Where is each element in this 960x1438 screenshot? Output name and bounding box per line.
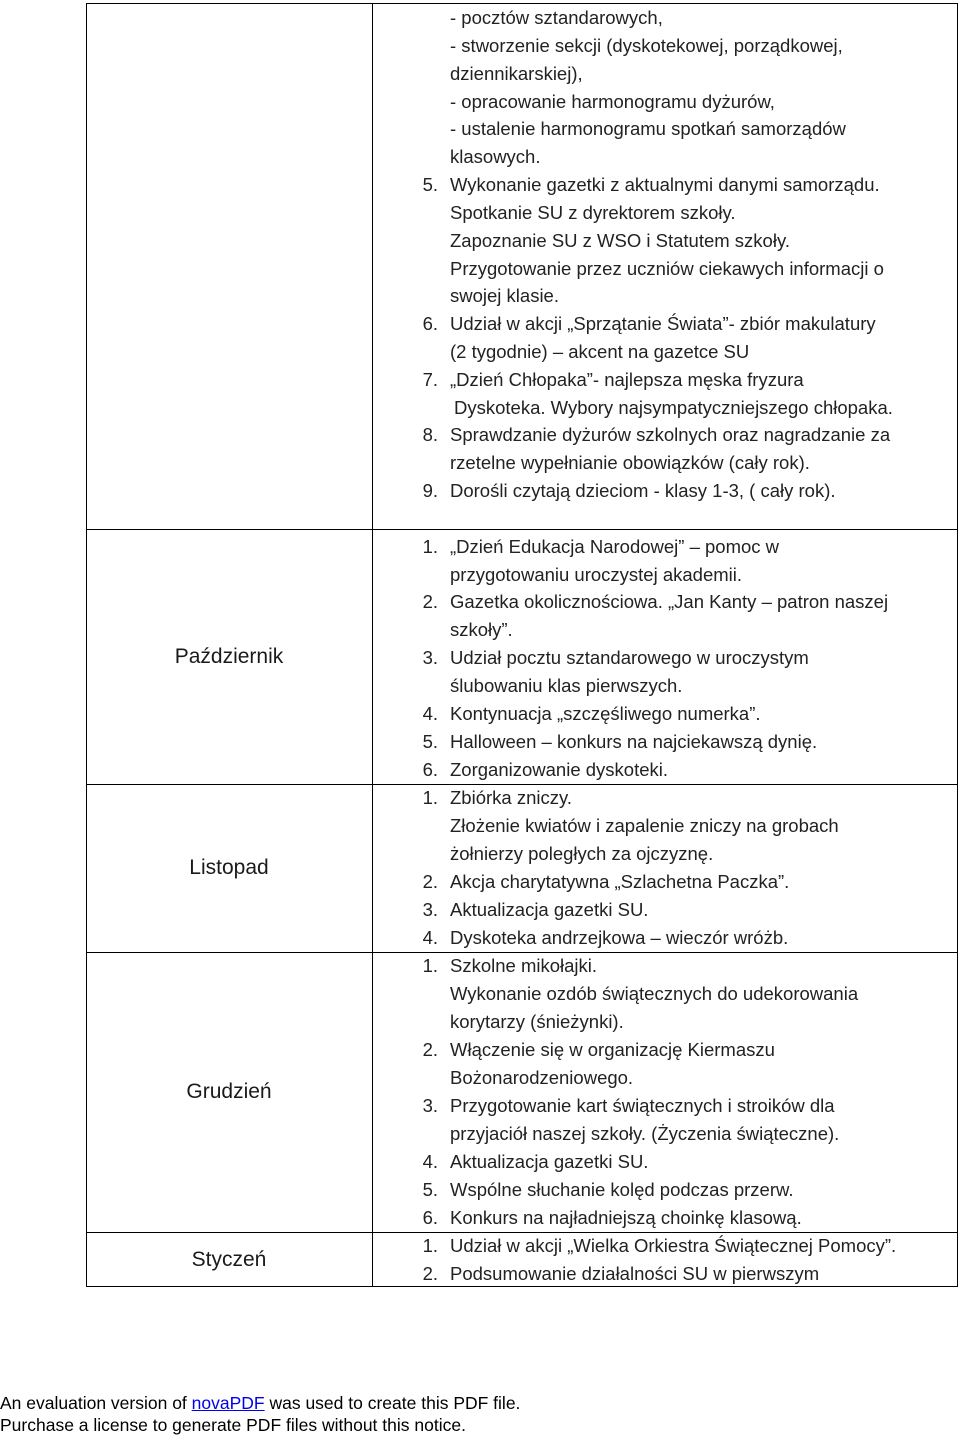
activity-text: Konkurs na najładniejszą choinkę klasową. [450, 1207, 802, 1228]
activity-text: (2 tygodnie) – akcent na gazetce SU [450, 341, 750, 362]
activity-text: dziennikarskiej), [450, 63, 583, 84]
activity-number: 5. [422, 174, 438, 195]
activity-number: 4. [422, 703, 438, 724]
activity-text: Spotkanie SU z dyrektorem szkoły. [450, 202, 736, 223]
activity-number: 3. [422, 1095, 438, 1116]
activity-text: - ustalenie harmonogramu spotkań samorządów [450, 118, 846, 139]
activity-text: szkoły”. [450, 619, 513, 640]
evaluation-notice-prefix: An evaluation version of [0, 1393, 192, 1413]
activity-text: Akcja charytatywna „Szlachetna Paczka”. [450, 871, 790, 892]
activity-number: 7. [422, 369, 438, 390]
activity-text: Dorośli czytają dzieciom - klasy 1-3, ( cały rok). [450, 480, 836, 501]
activity-text: klasowych. [450, 146, 541, 167]
activity-number: 5. [422, 1179, 438, 1200]
row-divider-october-november [86, 784, 958, 785]
table-bottom-border [86, 1286, 958, 1287]
activity-text: przygotowaniu uroczystej akademii. [450, 564, 743, 585]
activity-number: 6. [422, 1207, 438, 1228]
row-divider-november-december [86, 952, 958, 953]
activity-text: Aktualizacja gazetki SU. [450, 899, 649, 920]
activity-number: 1. [422, 787, 438, 808]
activity-text: Bożonarodzeniowego. [450, 1067, 634, 1088]
activity-number: 3. [422, 899, 438, 920]
activity-text: Przygotowanie przez uczniów ciekawych informacji o [450, 258, 884, 279]
activity-text: Podsumowanie działalności SU w pierwszym [450, 1263, 820, 1284]
activity-number: 2. [422, 871, 438, 892]
activity-text: Wspólne słuchanie kolęd podczas przerw. [450, 1179, 794, 1200]
activity-text: Zorganizowanie dyskoteki. [450, 759, 668, 780]
novapdf-link[interactable]: novaPDF [191, 1393, 265, 1413]
activity-text: rzetelne wypełnianie obowiązków (cały rok). [450, 452, 810, 473]
activity-text: przyjaciół naszej szkoły. (Życzenia świąteczne). [450, 1123, 840, 1144]
evaluation-notice-line-2: Purchase a license to generate PDF files without this notice. [0, 1415, 466, 1435]
activity-number: 5. [422, 731, 438, 752]
activity-text: korytarzy (śnieżynki). [450, 1011, 624, 1032]
activity-text: Przygotowanie kart świątecznych i stroików dla [450, 1095, 835, 1116]
activity-text: Udział w akcji „Wielka Orkiestra Świątecznej Pomocy”. [450, 1235, 897, 1256]
activity-text: Dyskoteka. Wybory najsympatyczniejszego chłopaka. [454, 397, 893, 418]
activity-text: Udział pocztu sztandarowego w uroczystym [450, 647, 809, 668]
activity-text: Dyskoteka andrzejkowa – wieczór wróżb. [450, 927, 789, 948]
month-label-december: Grudzień [186, 1080, 272, 1103]
table-top-border [86, 3, 958, 4]
table-column-divider [372, 3, 373, 1287]
row-divider-september-october [86, 529, 958, 530]
row-divider-december-january [86, 1232, 958, 1233]
activity-number: 3. [422, 647, 438, 668]
activity-text: Gazetka okolicznościowa. „Jan Kanty – patron naszej [450, 591, 889, 612]
activity-text: „Dzień Chłopaka”- najlepsza męska fryzura [450, 369, 804, 390]
activity-number: 2. [422, 591, 438, 612]
activity-text: Włączenie się w organizację Kiermaszu [450, 1039, 775, 1060]
evaluation-notice-line-1 [0, 1392, 960, 1414]
activity-number: 2. [422, 1039, 438, 1060]
activity-text: Udział w akcji „Sprzątanie Świata”- zbiór makulatury [450, 313, 876, 334]
activity-number: 9. [422, 480, 438, 501]
activity-number: 6. [422, 759, 438, 780]
activity-text: Kontynuacja „szczęśliwego numerka”. [450, 703, 761, 724]
activity-text: - opracowanie harmonogramu dyżurów, [450, 91, 775, 112]
activity-number: 2. [422, 1263, 438, 1284]
activity-text: Zbiórka zniczy. [450, 787, 572, 808]
activity-text: Złożenie kwiatów i zapalenie zniczy na grobach [450, 815, 839, 836]
activity-text: Aktualizacja gazetki SU. [450, 1151, 649, 1172]
activity-number: 4. [422, 1151, 438, 1172]
activity-number: 6. [422, 313, 438, 334]
evaluation-notice-suffix: was used to create this PDF file. [264, 1393, 521, 1413]
month-label-january: Styczeń [191, 1248, 267, 1271]
activity-text: Zapoznanie SU z WSO i Statutem szkoły. [450, 230, 790, 251]
activity-text: - stworzenie sekcji (dyskotekowej, porządkowej, [450, 35, 843, 56]
activity-number: 1. [422, 536, 438, 557]
activity-text: Wykonanie ozdób świątecznych do udekorowania [450, 983, 859, 1004]
activity-number: 1. [422, 955, 438, 976]
table-right-border [957, 3, 958, 1287]
activity-text: Szkolne mikołajki. [450, 955, 598, 976]
month-label-october: Październik [174, 645, 284, 668]
activity-text: - pocztów sztandarowych, [450, 7, 663, 28]
activity-text: „Dzień Edukacja Narodowej” – pomoc w [450, 536, 780, 557]
activity-number: 1. [422, 1235, 438, 1256]
activity-text: ślubowaniu klas pierwszych. [450, 675, 683, 696]
activity-number: 4. [422, 927, 438, 948]
activity-text: Wykonanie gazetki z aktualnymi danymi samorządu. [450, 174, 880, 195]
activity-text: żołnierzy poległych za ojczyznę. [450, 843, 714, 864]
activity-text: Sprawdzanie dyżurów szkolnych oraz nagradzanie za [450, 424, 891, 445]
activity-text: Halloween – konkurs na najciekawszą dynię. [450, 731, 818, 752]
activity-number: 8. [422, 424, 438, 445]
month-label-november: Listopad [189, 856, 269, 879]
activity-text: swojej klasie. [450, 285, 559, 306]
